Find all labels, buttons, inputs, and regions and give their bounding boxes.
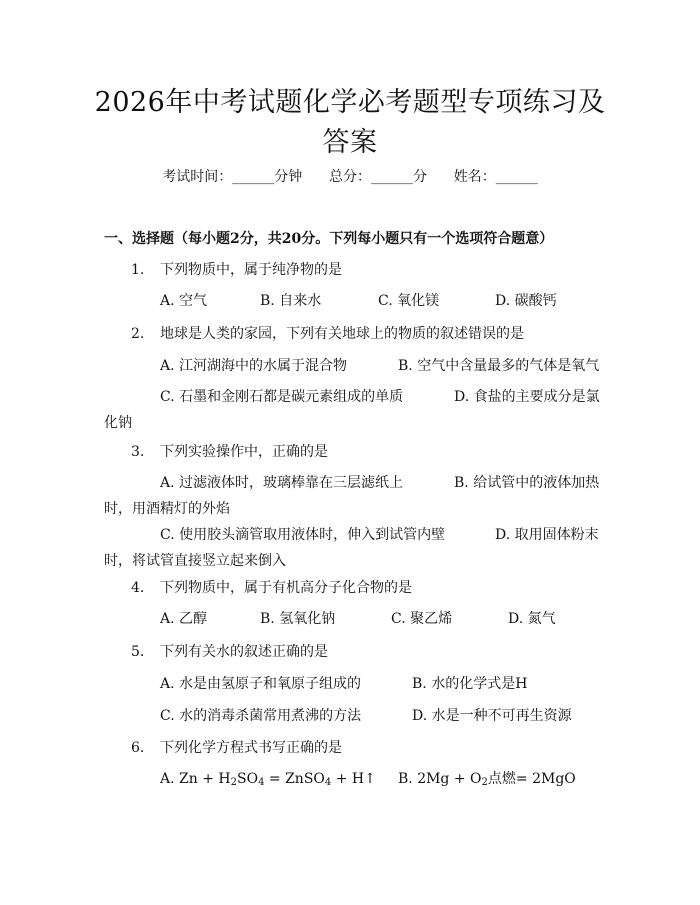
- question-text: 下列有关水的叙述正确的是: [160, 644, 328, 660]
- option-a: A. 水是由氢原子和氧原子组成的: [160, 676, 362, 692]
- option-c: C. 使用胶头滴管取用液体时，伸入到试管内壁: [160, 527, 446, 543]
- question-number: 2.: [131, 326, 145, 342]
- page-title: 2026年中考试题化学必考题型专项练习及答案: [94, 87, 606, 158]
- option-d: D. 取用固体粉末: [495, 527, 599, 543]
- option-d-continued: 化钠: [104, 415, 132, 431]
- question-text: 下列实验操作中，正确的是: [160, 444, 328, 460]
- option-b-continued: 时，用酒精灯的外焰: [104, 501, 230, 517]
- option-d: D. 食盐的主要成分是氯: [454, 389, 600, 405]
- option-b: B. 水的化学式是H: [412, 676, 528, 692]
- option-a: A. 乙醇: [160, 611, 208, 627]
- question-text: 下列物质中，属于有机高分子化合物的是: [160, 580, 412, 596]
- option-d: D. 碳酸钙: [495, 293, 557, 309]
- option-a: A. 空气: [160, 293, 208, 309]
- student-name-field: 姓名：______: [453, 169, 538, 185]
- option-b: B. 自来水: [260, 293, 322, 309]
- question-number: 6.: [131, 740, 145, 756]
- option-b: B. 空气中含量最多的气体是氧气: [398, 358, 600, 374]
- exam-meta: [0, 166, 700, 188]
- question-number: 4.: [131, 580, 145, 596]
- question-number: 3.: [131, 444, 145, 460]
- option-a: A. 过滤液体时，玻璃棒靠在三层滤纸上: [160, 475, 404, 491]
- total-score-field: 总分：______分: [329, 169, 427, 185]
- option-b: B. $2Mg + O_2$点燃= 2MgO: [398, 771, 576, 788]
- option-c: C. 聚乙烯: [391, 611, 453, 627]
- option-d: D. 水是一种不可再生资源: [412, 708, 572, 724]
- option-c: C. 水的消毒杀菌常用煮沸的方法: [160, 708, 362, 724]
- option-a: A. 江河湖海中的水属于混合物: [160, 358, 348, 374]
- option-c: C. 石墨和金刚石都是碳元素组成的单质: [160, 389, 404, 405]
- option-a: A. $Zn + H_2SO_4$ = ZnSO$_4$ + H↑: [160, 771, 376, 788]
- option-row-wrapped: [104, 386, 600, 434]
- option-c: C. 氧化镁: [378, 293, 440, 309]
- exam-time-field: 考试时间：______分钟: [162, 169, 303, 185]
- question-text: 下列化学方程式书写正确的是: [160, 740, 342, 756]
- option-row-wrapped: [104, 524, 600, 572]
- question-text: 下列物质中，属于纯净物的是: [160, 262, 342, 278]
- option-b: B. 给试管中的液体加热: [454, 475, 600, 491]
- section-heading: 一、选择题（每小题2分，共20分。下列每小题只有一个选项符合题意）: [104, 231, 554, 247]
- option-row-wrapped: [104, 472, 600, 520]
- question-text: 地球是人类的家园，下列有关地球上的物质的叙述错误的是: [160, 326, 524, 342]
- option-b: B. 氢氧化钠: [260, 611, 336, 627]
- question-number: 1.: [131, 262, 145, 278]
- question-number: 5.: [131, 644, 145, 660]
- option-d: D. 氮气: [508, 611, 556, 627]
- option-d-continued: 时，将试管直接竖立起来倒入: [104, 553, 286, 569]
